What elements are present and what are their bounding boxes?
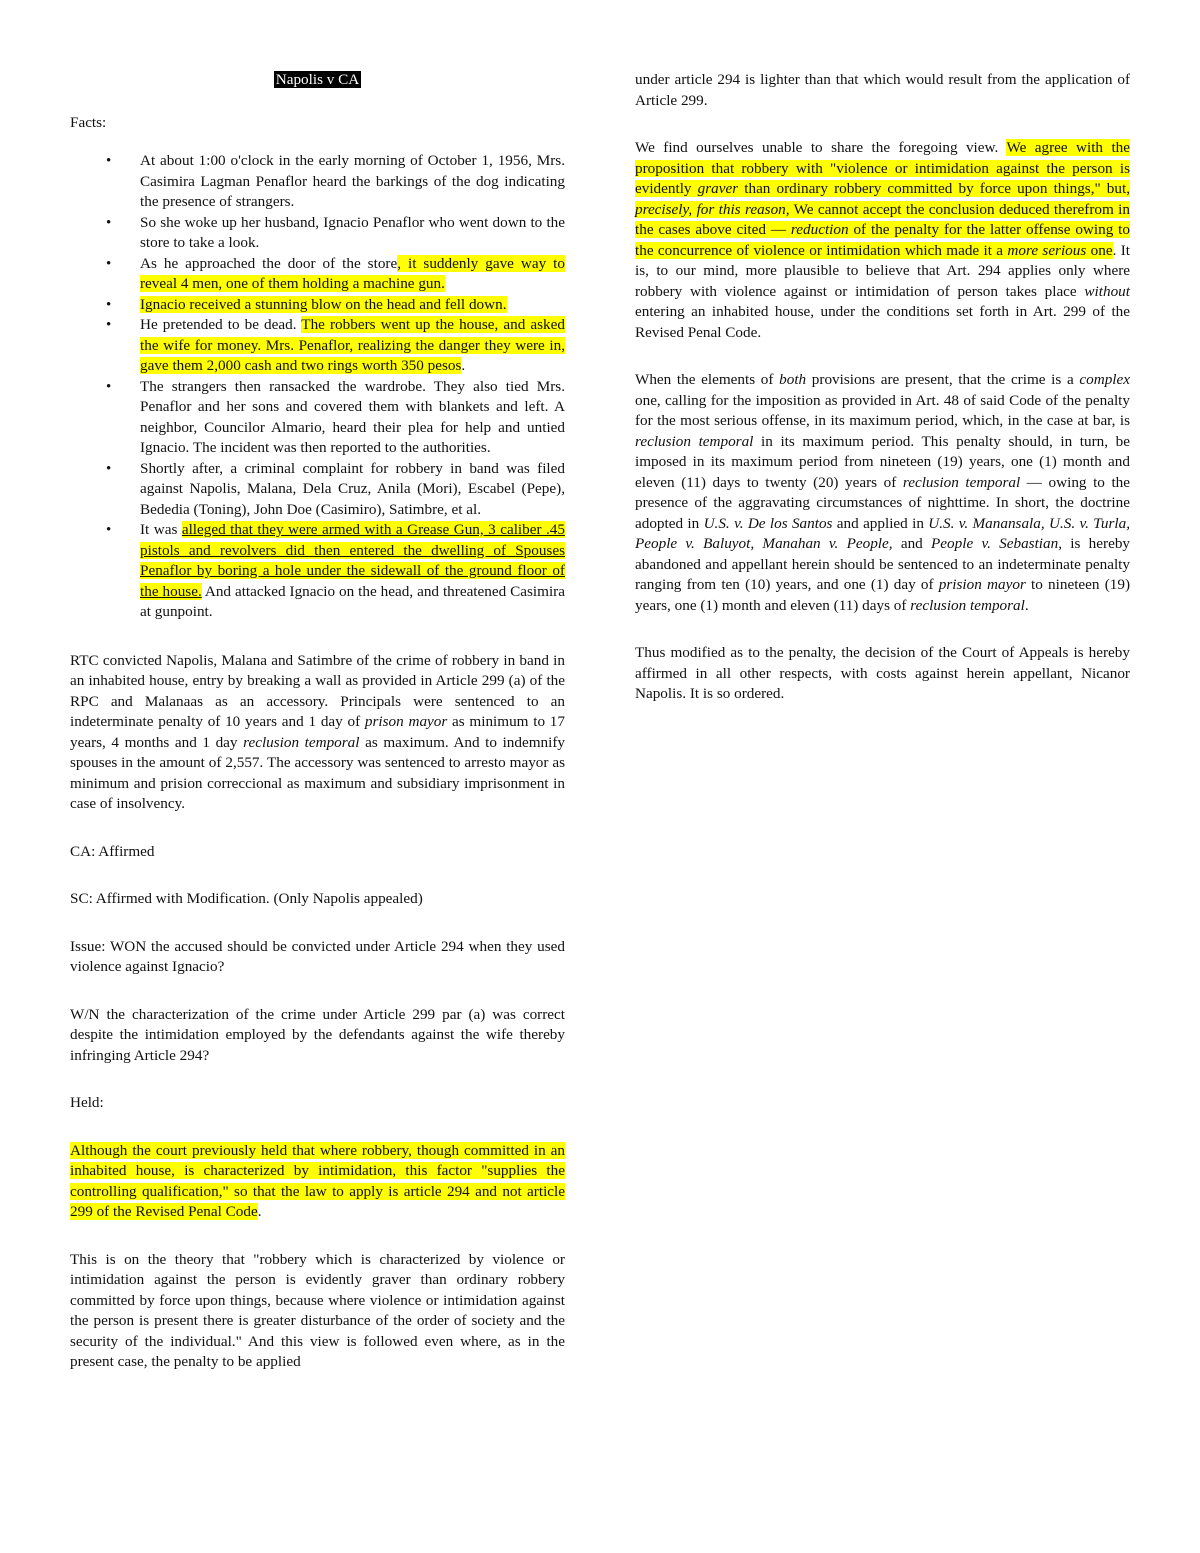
dispositive-paragraph: Thus modified as to the penalty, the decision of the Court of Appeals is hereby affirmed in all other respects, with costs against herein appellant, Nicanor Napolis. It is so ordered. <box>635 644 1130 702</box>
list-item: • So she woke up her husband, Ignacio Penaflor who went down to the store to take a look. <box>140 213 565 254</box>
facts-list <box>70 151 565 623</box>
list-item: • At about 1:00 o'clock in the early morning of October 1, 1956, Mrs. Casimira Lagman Penaflor heard the barkings of the dog indicating the presence of strangers. <box>140 151 565 213</box>
document-title: Napolis v CA <box>275 71 360 88</box>
list-item: • Ignacio received a stunning blow on the head and fell down. <box>140 295 565 316</box>
held-heading: Held: <box>70 1094 104 1111</box>
ca-ruling: CA: Affirmed <box>70 842 155 860</box>
list-item: • As he approached the door of the store, it suddenly gave way to reveal 4 men, one of them holding a machine gun. <box>140 254 565 295</box>
rtc-ruling: RTC convicted Napolis, Malana and Satimbre of the crime of robbery in band in an inhabited house, entry by breaking a wall as provided in Article 299 (a) of the RPC and Malanaas as an accessory. Principals were sentenced to an indeterminate penalty of 10 years and 1 day of prison mayor as minimum to 17 years, 4 months and 1 day reclusion temporal as maximum. And to indemnify spouses in the amount of 2,557. The accessory was sentenced to arresto mayor as minimum and prision correccional as maximum and subsidiary imprisonment in case of insolvency. <box>70 651 566 812</box>
right-column <box>635 70 1130 732</box>
list-item: • He pretended to be dead. The robbers went up the house, and asked the wife for money. Mrs. Penaflor, realizing the danger they were in, gave them 2,000 cash and two rings worth 350 pesos. <box>140 315 565 377</box>
list-item: • The strangers then ransacked the wardrobe. They also tied Mrs. Penaflor and her sons and covered them with blankets and left. A neighbor, Councilor Almario, heard their plea for help and untied Ignacio. The incident was then reported to the authorities. <box>140 377 565 459</box>
held-paragraph-1: Although the court previously held that where robbery, though committed in an inhabited house, is characterized by intimidation, this factor "supplies the controlling qualification," so that the law to apply is article 294 and not article 299 of the Revised Penal Code. <box>70 1141 565 1220</box>
list-item: • It was alleged that they were armed with a Grease Gun, 3 caliber .45 pistols and revolvers did then entered the dwelling of Spouses Penaflor by boring a hole under the sidewall of the ground floor of the house. And attacked Ignacio on the head, and threatened Casimira at gunpoint. <box>140 520 565 623</box>
held-paragraph-2: This is on the theory that "robbery which is characterized by violence or intimidation against the person is evidently graver than ordinary robbery committed by force upon things, because where violence or intimidation against the person is present there is greater disturbance of the order of society and the security of the individual." And this view is followed even where, as in the present case, the penalty to be applied <box>70 1250 565 1370</box>
held-paragraph-3: We find ourselves unable to share the foregoing view. We agree with the proposition that robbery with "violence or intimidation against the person is evidently graver than ordinary robbery committed by force upon things," but, precisely, for this reason, We cannot accept the conclusion deduced therefrom in the cases above cited — reduction of the penalty for the latter offense owing to the concurrence of violence or intimidation which made it a more serious one. It is, to our mind, more plausible to believe that Art. 294 applies only where robbery with violence against or intimidation of person takes place without entering an inhabited house, under the conditions set forth in Art. 299 of the Revised Penal Code. <box>635 139 1131 341</box>
sc-ruling: SC: Affirmed with Modification. (Only Napolis appealed) <box>70 890 423 907</box>
issue-1: Issue: WON the accused should be convicted under Article 294 when they used violence against Ignacio? <box>70 937 565 975</box>
left-column <box>70 70 565 1400</box>
held-continuation: under article 294 is lighter than that which would result from the application of Article 299. <box>635 71 1130 109</box>
issue-2: W/N the characterization of the crime under Article 299 par (a) was correct despite the intimidation employed by the defendants against the wife thereby infringing Article 294? <box>70 1005 565 1064</box>
list-item: • Shortly after, a criminal complaint for robbery in band was filed against Napolis, Malana, Dela Cruz, Anila (Mori), Escabel (Pepe), Bededia (Toning), John Doe (Casimiro), Satimbre, et al. <box>140 459 565 521</box>
facts-heading: Facts: <box>70 113 107 131</box>
held-paragraph-4: When the elements of both provisions are present, that the crime is a complex one, calling for the imposition as provided in Art. 48 of said Code of the penalty for the most serious offense, in its maximum period, which, in the case at bar, is reclusion temporal in its maximum period. This penalty should, in turn, be imposed in its maximum period from nineteen (19) years, one (1) month and eleven (11) days to twenty (20) years of reclusion temporal — owing to the presence of the aggravating circumstances of nighttime. In short, the doctrine adopted in U.S. v. De los Santos and applied in U.S. v. Manansala, U.S. v. Turla, People v. Baluyot, Manahan v. People, and People v. Sebastian, is hereby abandoned and appellant herein should be sentenced to an indeterminate penalty ranging from ten (10) years, and one (1) day of prision mayor to nineteen (19) years, one (1) month and eleven (11) days of reclusion temporal. <box>635 371 1131 614</box>
